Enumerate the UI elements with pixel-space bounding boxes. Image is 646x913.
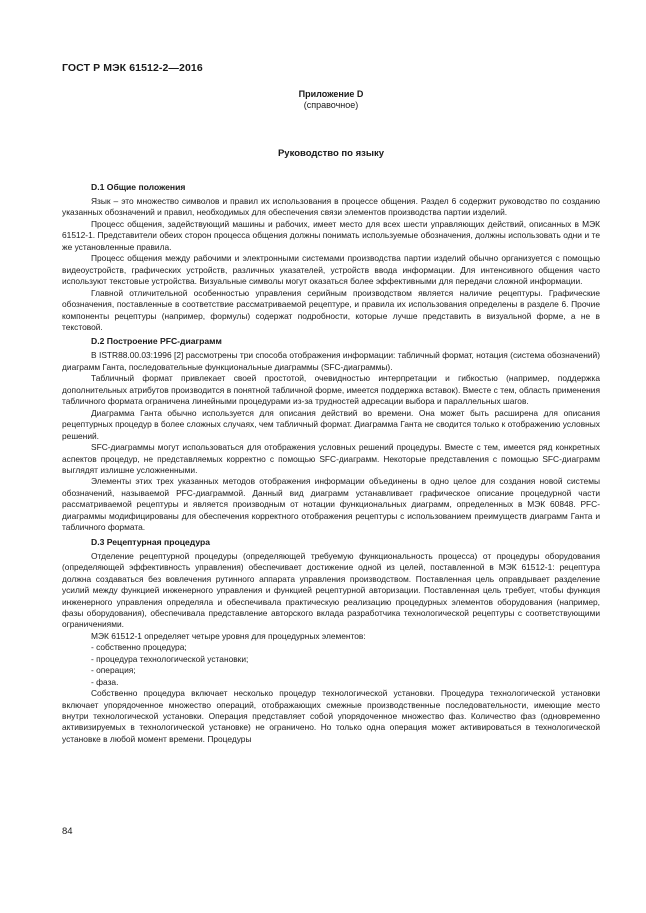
paragraph: Главной отличительной особенностью управления серийным производством является наличие рецептуры. Графические обозначения, поставленные в соответствие рассматриваемой рецептуре, и правила их использования определены в разделе 6. Прочие компоненты рецептуры (например, формулы) содержат подробности, которые лучше представить в визуальной форме, а не в текстовой. (62, 287, 600, 332)
paragraph: Элементы этих трех указанных методов отображения информации объединены в одно целое для создания новой системы обозначений, называемой PFC-диаграммой. Данный вид диаграмм устанавливает графическое описание процедурной части рассматриваемой рецептуры и является производным от нотации функциональных диаграмм, определенных в МЭК 60848. PFC-диаграммы модифицированы для обеспечения корректного отображения рецептуры с использованием преимуществ диаграмм Ганта и табличного формата. (62, 476, 600, 533)
list-item: - фаза. (91, 676, 119, 687)
paragraph: В ISTR88.00.03:1996 [2] рассмотрены три способа отображения информации: табличный формат, нотация (система обозначений) диаграмм Ганта, последовательные функциональные диаграммы (SFC-диаграммы). (62, 350, 600, 372)
paragraph: SFC-диаграммы могут использоваться для отображения условных решений процедуры. Вместе с тем, имеется ряд конкретных аспектов процедур, не представляемых корректно с помощью SFC-диаграмм. Некоторые представления с помощью SFC-диаграмм выглядят излишне усложненными. (62, 442, 600, 475)
document-header: ГОСТ Р МЭК 61512-2—2016 (62, 62, 203, 74)
content (62, 182, 600, 745)
paragraph: Процесс общения между рабочими и электронными системами производства партии изделий обычно организуется с помощью видеоустройств, графических устройств, различных указателей, устройств ввода информации. Для интенсивного общения часто используют текстовые устройства. Визуальные символы могут оказаться более эффективными для передачи сложной информации. (62, 253, 600, 287)
paragraph: Язык – это множество символов и правил их использования в процессе общения. Раздел 6 содержит руководство по созданию указанных обозначений и правил, необходимых для обеспечения связи элементов производства партии изделий. (62, 196, 600, 218)
paragraph: МЭК 61512-1 определяет четыре уровня для процедурных элементов: (91, 630, 366, 641)
section-heading: D.3 Рецептурная процедура (91, 536, 211, 547)
appendix-subtitle: (справочное) (303, 100, 359, 110)
list-item: - собственно процедура; (91, 642, 187, 653)
list-item: - процедура технологической установки; (91, 653, 249, 664)
section-heading: D.2 Построение PFC-диаграмм (91, 336, 222, 347)
paragraph: Собственно процедура включает несколько процедур технологической установки. Процедура технологической установки включает упорядоченное множество операций, отображающих смежные производственные последовательности, имеющие место внутри технологической установки. Операция представляет собой упорядоченное множество фаз. Количество фаз (одновременно активизируемых в технологической установке) не ограничено. Но только одна операция может активироваться в технологической установке в любой момент времени. Процедуры (62, 688, 600, 744)
appendix-block (62, 89, 600, 111)
page-number: 84 (62, 826, 73, 837)
appendix-title: Приложение D (298, 89, 364, 99)
document-title: Руководство по языку (277, 148, 385, 159)
paragraph: Диаграмма Ганта обычно используется для описания действий во времени. Она может быть расширена для описания рецептурных процедур в более сложных случаях, чем табличный формат. Диаграмма Ганта не сводится только к отображению условных решений. (62, 407, 600, 441)
paragraph: Табличный формат привлекает своей простотой, очевидностью интерпретации и гибкостью (например, поддержка дополнительных атрибутов производится в понятной табличной форме, имеется поддержка вставок). Вместе с тем, область применения табличного формата ограничена линейными процедурами из-за трудностей адресации выбора и параллельных шагов. (62, 373, 600, 407)
list-item: - операция; (91, 665, 136, 676)
section-heading: D.1 Общие положения (91, 182, 186, 192)
paragraph: Процесс общения, задействующий машины и рабочих, имеет место для всех шести управляющих действий, описанных в МЭК 61512-1. Представители обеих сторон процесса общения должны понимать используемые обозначения, должны использовать одни и те же установленные правила. (62, 218, 600, 252)
paragraph: Отделение рецептурной процедуры (определяющей требуемую функциональность процесса) от процедуры оборудования (определяющей эффективность управления) обеспечивает достижение одной из целей, поставленной в МЭК 61512-1: рецептура должна создаваться без вовлечения рутинного аппарата управления производством. Поставленная цель оправдывает разделение усилий между функцией инженерного управления и функцией рецептурной авторизации. Поставленная цель требует, чтобы функция инженерного управления определяла и обеспечивала практическую реализацию процедурных элементов оборудования (например, фазы оборудования), обеспечивала представление авторского вклада разработчика технологической рецептуры с соответствующими ограничениями. (62, 550, 600, 630)
